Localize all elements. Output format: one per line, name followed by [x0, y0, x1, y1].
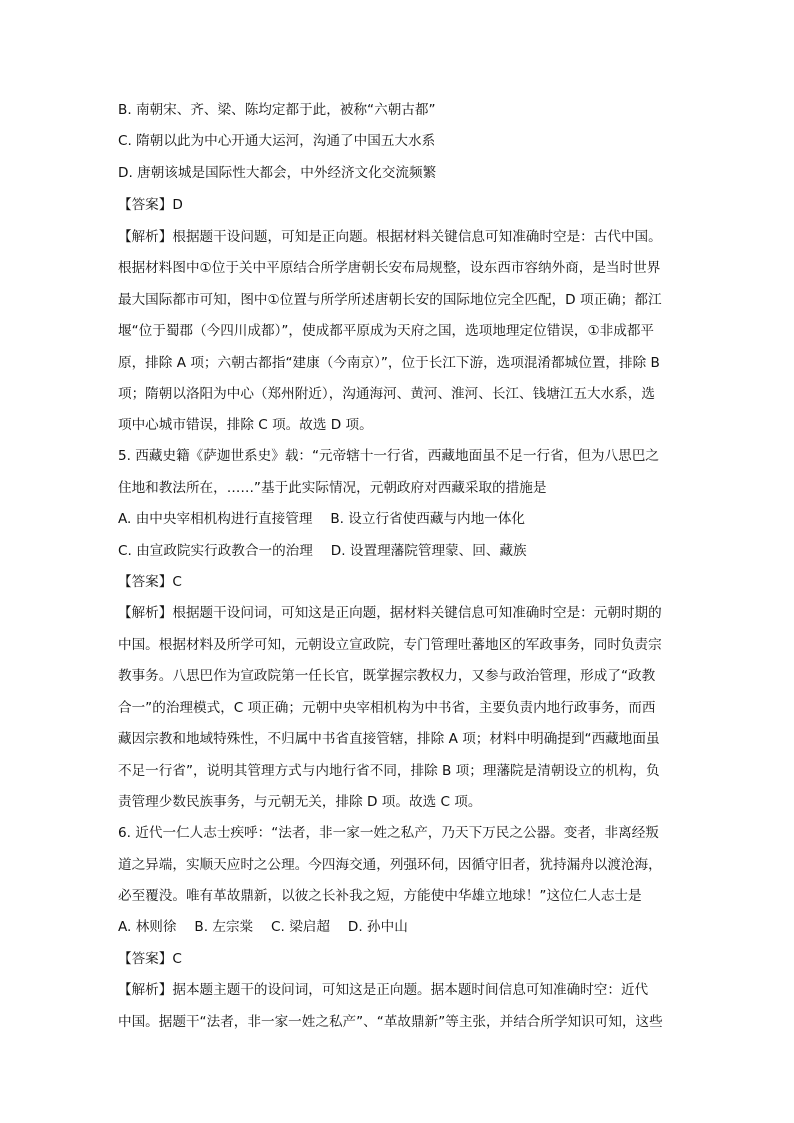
q5-analysis-line: 教事务。八思巴作为宣政院第一任长官，既掌握宗教权力，又参与政治管理，形成了“政教: [118, 668, 656, 684]
q5-analysis-line: 中国。根据材料及所学可知，元朝设立宣政院，专门管理吐蕃地区的军政事务，同时负责宗: [118, 637, 662, 653]
q4-option-c: C. 隋朝以此为中心开通大运河，沟通了中国五大水系: [118, 133, 436, 149]
q4-option-d: D. 唐朝该城是国际性大都会，中外经济文化交流频繁: [118, 165, 437, 181]
q6-stem-line: 6. 近代一仁人志士疾呼：“法者，非一家一姓之私产，乃天下万民之公器。变者，非离经叛: [118, 825, 659, 841]
q5-stem-line: 住地和教法所在，……”基于此实际情况，元朝政府对西藏采取的措施是: [118, 480, 547, 496]
q6-analysis-line: 中国。据题干“法者，非一家一姓之私产”、“革故鼎新”等主张，并结合所学知识可知，这些: [118, 1014, 663, 1030]
q6-answer: 【答案】C: [118, 951, 182, 967]
q4-option-b: B. 南朝宋、齐、梁、陈均定都于此，被称“六朝古都”: [118, 102, 436, 118]
q5-analysis-line: 藏因宗教和地域特殊性，不归属中书省直接管辖，排除 A 项；材料中明确提到“西藏地面虽: [118, 731, 660, 747]
q5-analysis-line: 合一”的治理模式，C 项正确；元朝中央宰相机构为中书省，主要负责内地行政事务，而西: [118, 700, 656, 716]
q5-answer: 【答案】C: [118, 574, 182, 590]
q4-analysis-line: 最大国际都市可知，图中①位置与所学所述唐朝长安的国际地位完全匹配，D 项正确；都江: [118, 292, 662, 308]
q5-options-cd: C. 由宣政院实行政教合一的治理 D. 设置理藩院管理蒙、回、藏族: [118, 543, 527, 559]
q4-analysis-line: 【解析】根据题干设问题，可知是正向题。根据材料关键信息可知准确时空是：古代中国。: [118, 229, 662, 245]
q4-analysis-line: 原，排除 A 项；六朝古都指“建康（今南京）”，位于长江下游，选项混淆都城位置，排除 B: [118, 355, 660, 371]
q6-options: A. 林则徐 B. 左宗棠 C. 梁启超 D. 孙中山: [118, 919, 408, 935]
q6-analysis-line: 【解析】据本题主题干的设问词，可知这是正向题。据本题时间信息可知准确时空：近代: [118, 982, 649, 998]
q4-analysis-line: 项中心城市错误，排除 C 项。故选 D 项。: [118, 417, 373, 433]
q4-analysis-line: 项；隋朝以洛阳为中心（郑州附近），沟通海河、黄河、淮河、长江、钱塘江五大水系，选: [118, 386, 655, 402]
q4-analysis-line: 根据材料图中①位于关中平原结合所学唐朝长安布局规整，设东西市容纳外商，是当时世界: [118, 260, 661, 276]
q5-analysis-line: 【解析】根据题干设问词，可知这是正向题，据材料关键信息可知准确时空是：元朝时期的: [118, 605, 662, 621]
q5-options-ab: A. 由中央宰相机构进行直接管理 B. 设立行省使西藏与内地一体化: [118, 511, 526, 527]
q6-stem-line: 道之异端，实顺天应时之公理。今四海交通，列强环伺，因循守旧者，犹持漏舟以渡沧海，: [118, 857, 662, 873]
q4-answer: 【答案】D: [118, 197, 183, 213]
q6-stem-line: 必至覆没。唯有革故鼎新，以彼之长补我之短，方能使中华雄立地球！”这位仁人志士是: [118, 888, 642, 904]
q5-stem-line: 5. 西藏史籍《萨迦世系史》载：“元帝辖十一行省，西藏地面虽不足一行省，但为八思巴之: [118, 448, 659, 464]
q5-analysis-line: 不足一行省”，说明其管理方式与内地行省不同，排除 B 项；理藩院是清朝设立的机构，负: [118, 763, 660, 779]
q4-analysis-line: 堰“位于蜀郡（今四川成都）”，使成都平原成为天府之国，选项地理定位错误，①非成都平: [118, 323, 655, 339]
q5-analysis-line: 责管理少数民族事务，与元朝无关，排除 D 项。故选 C 项。: [118, 794, 482, 810]
